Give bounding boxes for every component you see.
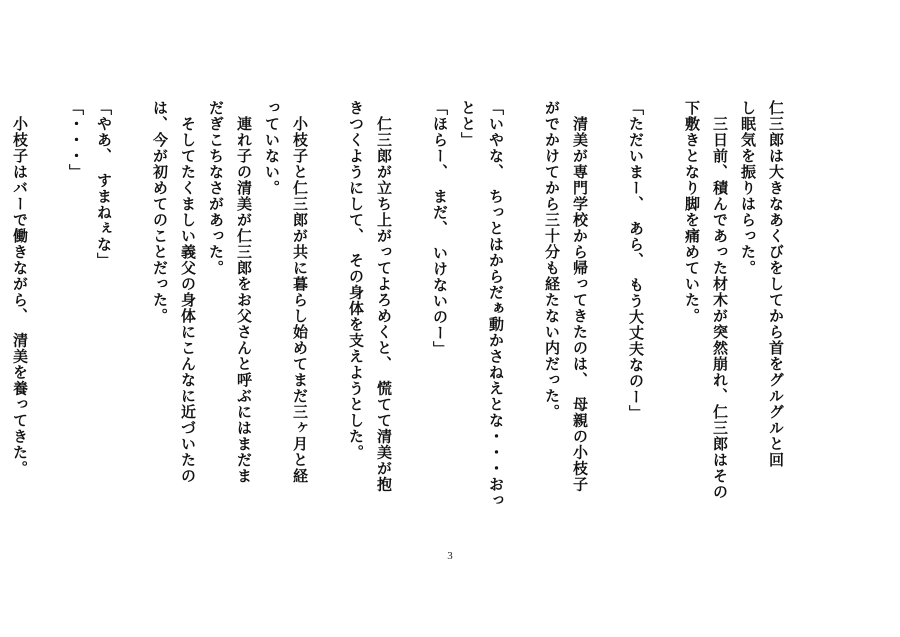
text-line: 「・・・」 [67,100,85,180]
text-line: 仁三郎が立ち上がってよろめくと、 慌てて清美が抱 [375,100,393,493]
text-line: 連れ子の清美が仁三郎をお父さんと呼ぶにはまだま [235,100,253,484]
paragraph-gap [594,100,622,550]
text-line: そしてたくましい義父の身体にこんなに近づいたの [179,100,197,484]
text-line: 清美が専門学校から帰ってきたのは、 母親の小枝子 [571,100,589,493]
paragraph-gap [118,100,146,550]
text-line: だぎこちなさがあった。 [207,100,225,276]
text-line: 小枝子と仁三郎が共に暮らし始めてまだ三ヶ月と経 [291,100,309,484]
text-line: っていない。 [263,100,281,196]
text-line: がでかけてから三十分も経たない内だった。 [543,100,561,420]
text-line: とと」 [459,100,477,148]
paragraph-gap [510,100,538,550]
text-line: 「ほらー、 まだ、 いけないのー」 [431,100,449,357]
text-line: 下敷きとなり脚を痛めていた。 [683,100,701,324]
paragraph-gap [398,100,426,550]
text-line: 「いやな、 ちっとはからだぁ動かさねえとな・・・おっ [487,100,505,509]
text-line: きつくようにして、 その身体を支えようとした。 [347,100,365,461]
text-line: 「ただいまー、 あら、 もう大丈夫なのー」 [627,100,645,421]
paragraph-gap [34,100,62,550]
text-line: 三日前、積んであった材木が突然崩れ、仁三郎はその [711,100,729,500]
paragraph-gap [650,100,678,550]
text-line: は、今が初めてのことだった。 [151,100,169,324]
page-number: 3 [447,550,453,562]
text-line: し眠気を振りはらった。 [739,100,757,276]
text-line: 「やあ、 すまねぇな」 [95,100,113,269]
text-line: 仁三郎は大きなあくびをしてから首をグルグルと回 [767,100,785,468]
paragraph-gap [314,100,342,550]
text-line: 小枝子はバーで働きながら、 清美を養ってきた。 [11,100,29,477]
text-line [0,100,6,550]
vertical-text-body [11,100,790,550]
